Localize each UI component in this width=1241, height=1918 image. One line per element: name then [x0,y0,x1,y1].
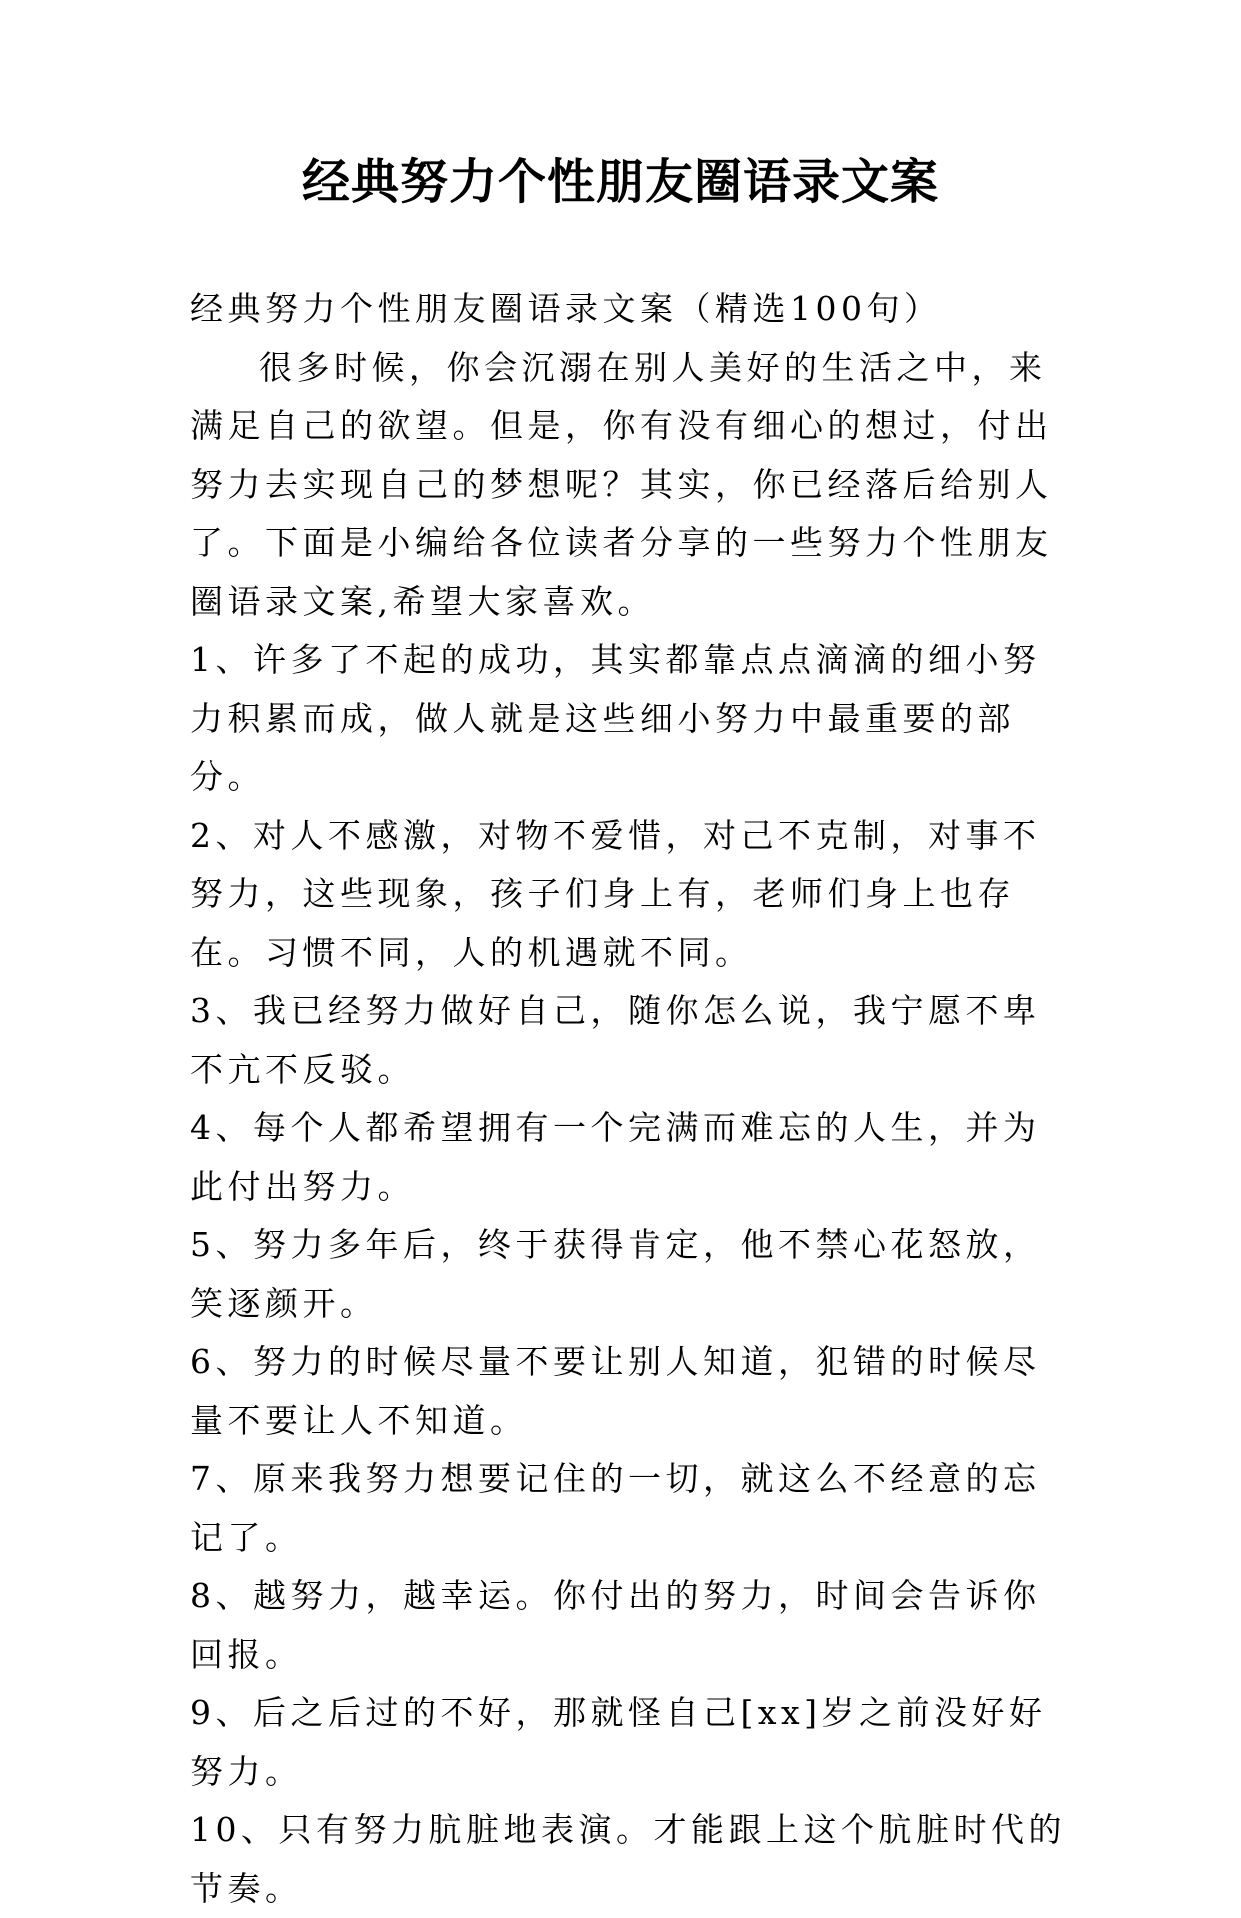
list-item-6: 6、努力的时候尽量不要让别人知道，犯错的时候尽量不要让人不知道。 [190,1342,1041,1440]
list-item-4: 4、每个人都希望拥有一个完满而难忘的人生，并为此付出努力。 [190,1108,1041,1206]
list-item-9: 9、后之后过的不好，那就怪自己[xx]岁之前没好好努力。 [190,1693,1047,1791]
list-item-10: 10、只有努力肮脏地表演。才能跟上这个肮脏时代的节奏。 [190,1810,1066,1908]
list-item-5: 5、努力多年后，终于获得肯定，他不禁心花怒放，笑逐颜开。 [190,1225,1041,1323]
document-subtitle: 经典努力个性朋友圈语录文案（精选100句） [190,289,942,328]
list-item-2: 2、对人不感激，对物不爱惜，对己不克制，对事不努力，这些现象，孩子们身上有，老师们身上也存在。习惯不同，人的机遇就不同。 [190,815,1041,972]
list-item-8: 8、越努力，越幸运。你付出的努力，时间会告诉你回报。 [190,1576,1041,1674]
list-item-7: 7、原来我努力想要记住的一切，就这么不经意的忘记了。 [190,1459,1041,1557]
list-item-3: 3、我已经努力做好自己，随你怎么说，我宁愿不卑不亢不反驳。 [190,991,1041,1089]
list-item-1: 1、许多了不起的成功，其实都靠点点滴滴的细小努力积累而成，做人就是这些细小努力中最重要的部分。 [190,640,1041,796]
document-body [190,280,1070,1918]
document-title: 经典努力个性朋友圈语录文案 [301,154,939,210]
intro-paragraph: 很多时候，你会沉溺在别人美好的生活之中，来满足自己的欲望。但是，你有没有细心的想过，付出努力去实现自己的梦想呢？其实，你已经落后给别人了。下面是小编给各位读者分享的一些努力个性朋友圈语录文案,希望大家喜欢。 [190,347,1053,621]
